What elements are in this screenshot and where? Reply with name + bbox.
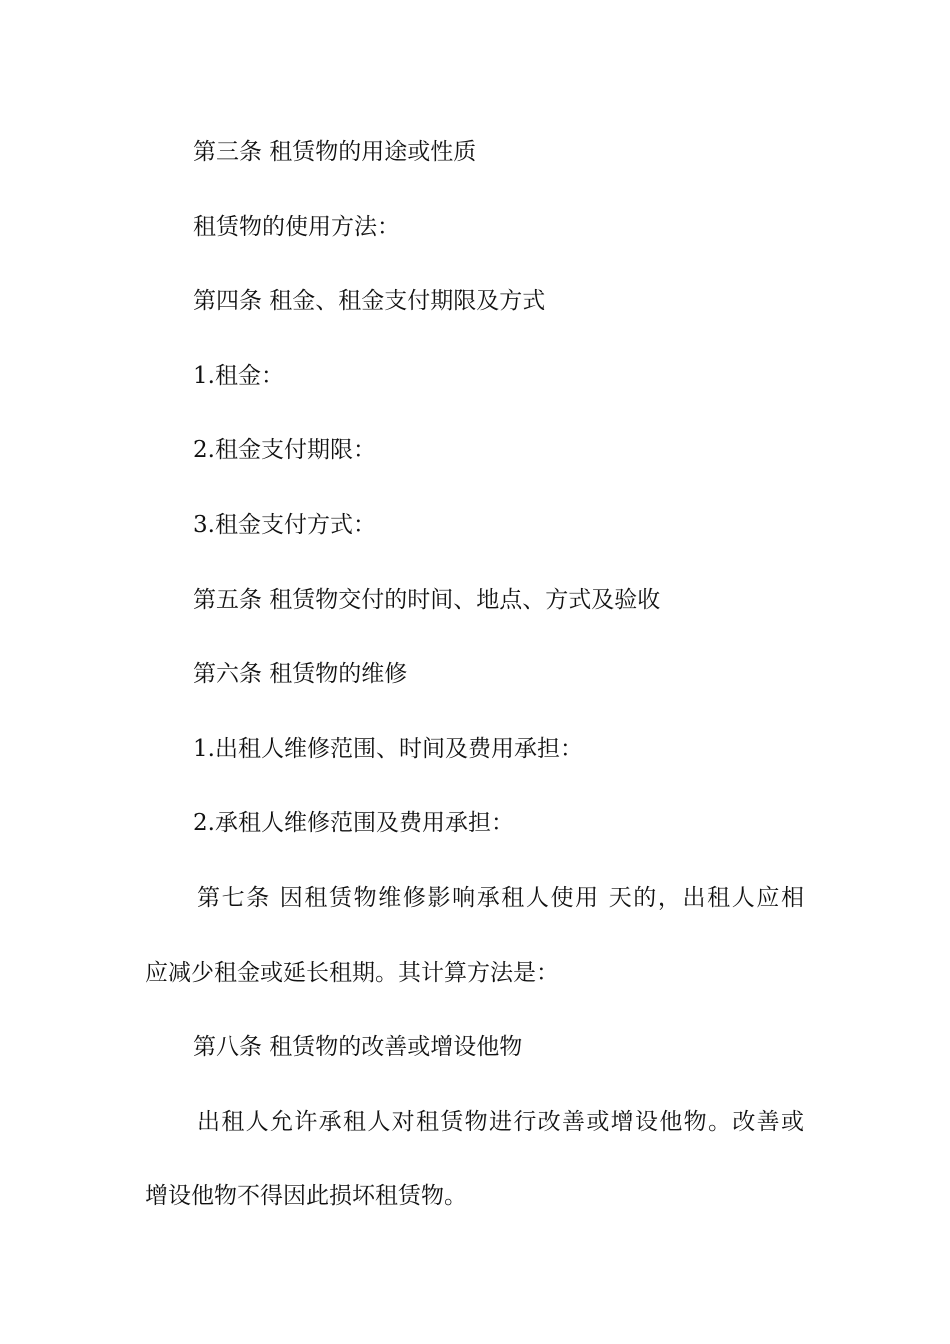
lessee-repair-item: 2.承租人维修范围及费用承担：: [193, 810, 514, 836]
article-6-heading: 第六条 租赁物的维修: [193, 661, 408, 687]
usage-method-line: 租赁物的使用方法：: [193, 214, 400, 240]
lessor-repair-item: 1.出租人维修范围、时间及费用承担：: [193, 736, 583, 762]
article-8-heading: 第八条 租赁物的改善或增设他物: [193, 1034, 523, 1060]
article-7-line-2: 应减少租金或延长租期。其计算方法是：: [145, 960, 559, 986]
article-4-heading: 第四条 租金、租金支付期限及方式: [193, 288, 546, 314]
improvement-line-2: 增设他物不得因此损坏租赁物。: [145, 1183, 467, 1209]
rent-item: 1.租金：: [193, 363, 284, 389]
rent-payment-method-item: 3.租金支付方式：: [193, 512, 376, 538]
rent-payment-period-item: 2.租金支付期限：: [193, 437, 376, 463]
article-5-heading: 第五条 租赁物交付的时间、地点、方式及验收: [193, 587, 661, 613]
improvement-line-1: 出租人允许承租人对租赁物进行改善或增设他物。改善或: [197, 1109, 804, 1135]
article-7-line-1: 第七条 因租赁物维修影响承租人使用 天的，出租人应相: [197, 885, 804, 911]
article-3-heading: 第三条 租赁物的用途或性质: [193, 139, 477, 165]
